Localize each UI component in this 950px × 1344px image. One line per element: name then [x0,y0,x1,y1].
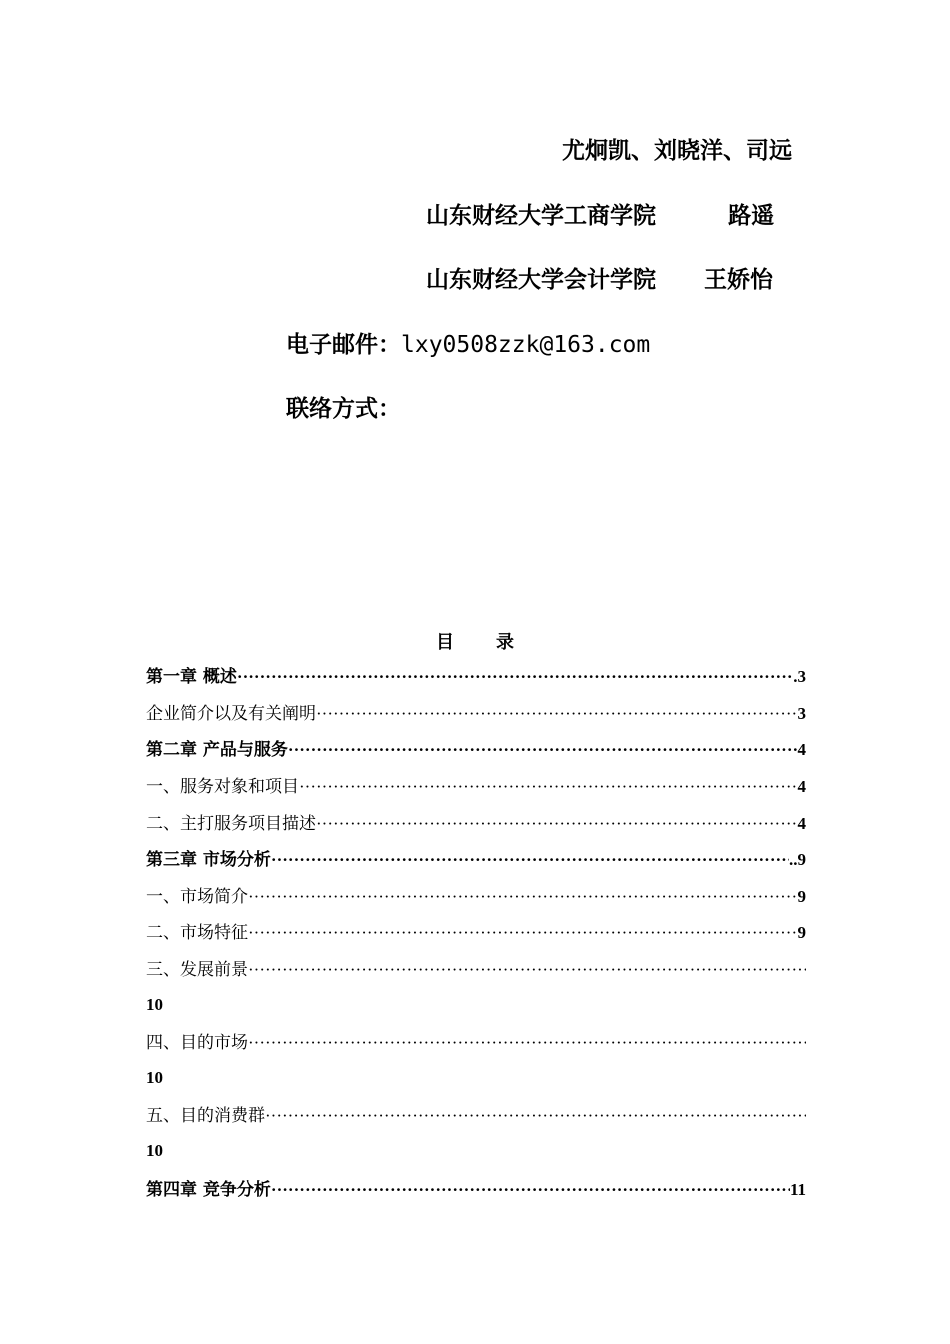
toc-leader-dots [237,666,793,688]
toc-title [0,628,950,654]
toc-entry-text: 第二章 产品与服务 [146,740,288,760]
toc-entry [146,1103,806,1127]
authors-line: 尤炯凯、刘晓洋、司远 [562,138,792,164]
toc-entry-text: 第三章 市场分析 [146,850,271,870]
toc-entry [146,957,806,981]
toc-entry-text: 二、市场特征 [146,923,248,943]
toc-entry-text: 第四章 竞争分析 [146,1180,271,1200]
toc-entry-page: 10 [146,995,163,1014]
toc-entry [146,847,806,871]
toc-entry [146,737,806,761]
email-line [286,330,650,360]
toc-entry-page: 10 [146,1068,163,1087]
toc-entry-text: 四、目的市场 [146,1033,248,1053]
toc-leader-dots [271,1179,790,1201]
toc-leader-dots [248,922,798,944]
contact-label: 联络方式： [286,396,401,422]
toc-entry-page: 9 [797,923,806,942]
toc-entry [146,664,806,688]
toc-entry-page: 11 [789,1180,806,1199]
email-label: 电子邮件： [286,332,401,358]
toc-entry-page: 9 [797,887,806,906]
email-value: lxy0508zzk@163.com [401,332,651,358]
toc-leader-dots [288,739,798,761]
toc-leader-dots [316,703,798,725]
toc-leader-dots [271,849,789,871]
toc-entry-page: 10 [146,1141,163,1160]
toc-entry-text: 二、主打服务项目描述 [146,814,316,834]
toc-entry-page: 3 [797,704,806,723]
toc-entry-text: 一、服务对象和项目 [146,777,299,797]
toc-title-part-1: 目 [436,632,454,653]
toc-leader-dots [248,959,806,981]
toc-entry [146,884,806,908]
toc-entry-page: 4 [797,740,806,759]
toc-entry [146,1177,806,1201]
toc-entry [146,811,806,835]
toc-entry [146,701,806,725]
toc-entry-text: 三、发展前景 [146,960,248,980]
toc-leader-dots [316,813,798,835]
toc-entry [146,920,806,944]
toc-entry-page: 4 [797,814,806,833]
toc-leader-dots [248,1032,806,1054]
toc-entry [146,774,806,798]
toc-title-part-2: 录 [496,632,514,653]
toc-leader-dots [265,1105,806,1127]
toc-leader-dots [248,886,798,908]
toc-entry-page: 4 [797,777,806,796]
toc-entry-text: 第一章 概述 [146,667,237,687]
affiliation-line-2: 山东财经大学会计学院 王娇怡 [426,267,774,293]
affiliation-line-1: 山东财经大学工商学院 路遥 [426,203,775,229]
toc-entry-page: .3 [793,667,806,686]
toc-entry-text: 五、目的消费群 [146,1106,265,1126]
toc-entry-text: 一、市场简介 [146,887,248,907]
toc-entry-page: ..9 [789,850,806,869]
toc-entry [146,1030,806,1054]
toc-entry-text: 企业简介以及有关阐明 [146,704,316,724]
toc-leader-dots [299,776,798,798]
